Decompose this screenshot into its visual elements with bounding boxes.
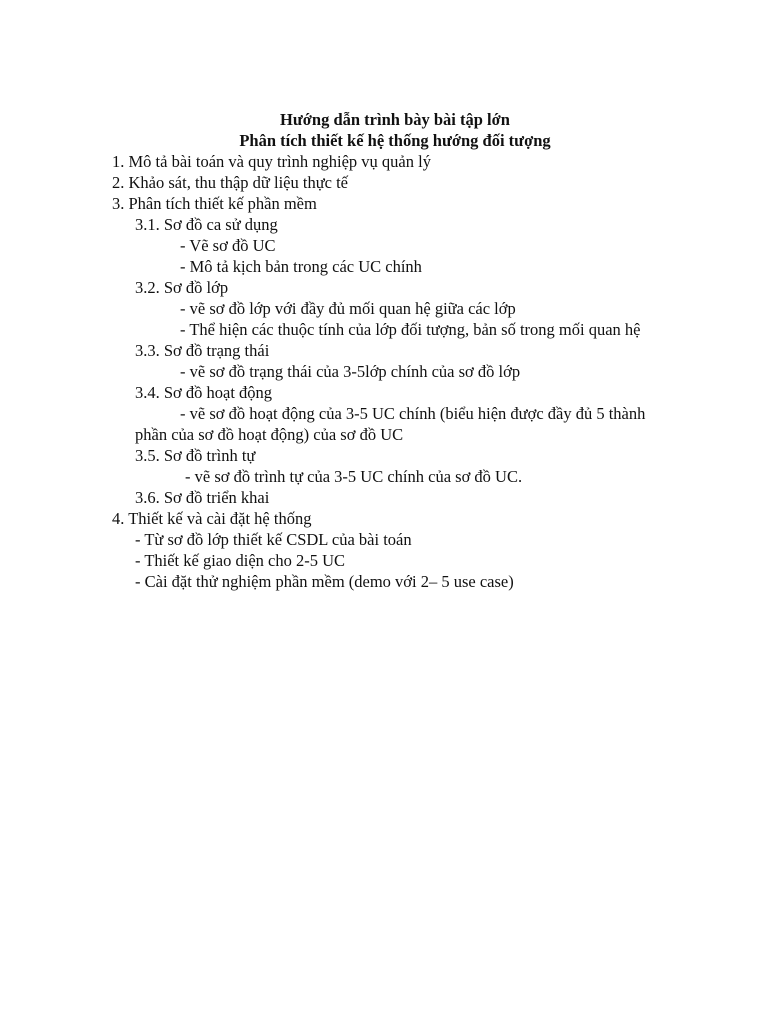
list-item: - Thể hiện các thuộc tính của lớp đối tượng, bản số trong mối quan hệ [180,320,641,339]
subsection-3-4: 3.4. Sơ đồ hoạt động [135,383,273,402]
list-item-continuation: phần của sơ đồ hoạt động) của sơ đồ UC [135,425,404,444]
document-title: Hướng dẫn trình bày bài tập lớn [280,110,510,129]
subsection-3-1: 3.1. Sơ đồ ca sử dụng [135,215,278,234]
list-item: - Vẽ sơ đồ UC [180,236,276,255]
list-item: - Mô tả kịch bản trong các UC chính [180,257,422,276]
subsection-3-3: 3.3. Sơ đồ trạng thái [135,341,270,360]
section-1: 1. Mô tả bài toán và quy trình nghiệp vụ quản lý [112,152,431,171]
list-item: - Từ sơ đồ lớp thiết kế CSDL của bài toán [135,530,412,549]
section-4: 4. Thiết kế và cài đặt hệ thống [112,509,312,528]
subsection-3-2: 3.2. Sơ đồ lớp [135,278,229,297]
document-subtitle: Phân tích thiết kế hệ thống hướng đối tượng [239,131,551,150]
subsection-3-6: 3.6. Sơ đồ triển khai [135,488,270,507]
section-2: 2. Khảo sát, thu thập dữ liệu thực tế [112,173,349,192]
list-item: - vẽ sơ đồ hoạt động của 3-5 UC chính (biểu hiện được đầy đủ 5 thành [180,404,646,423]
list-item: - vẽ sơ đồ trạng thái của 3-5lớp chính của sơ đồ lớp [180,362,521,381]
subsection-3-5: 3.5. Sơ đồ trình tự [135,446,256,465]
section-3: 3. Phân tích thiết kế phần mềm [112,194,317,213]
list-item: - Cài đặt thử nghiệm phần mềm (demo với 2– 5 use case) [135,572,514,591]
list-item: - Thiết kế giao diện cho 2-5 UC [135,551,346,570]
list-item: - vẽ sơ đồ lớp với đầy đủ mối quan hệ giữa các lớp [180,299,516,318]
list-item: - vẽ sơ đồ trình tự của 3-5 UC chính của sơ đồ UC. [185,467,523,486]
